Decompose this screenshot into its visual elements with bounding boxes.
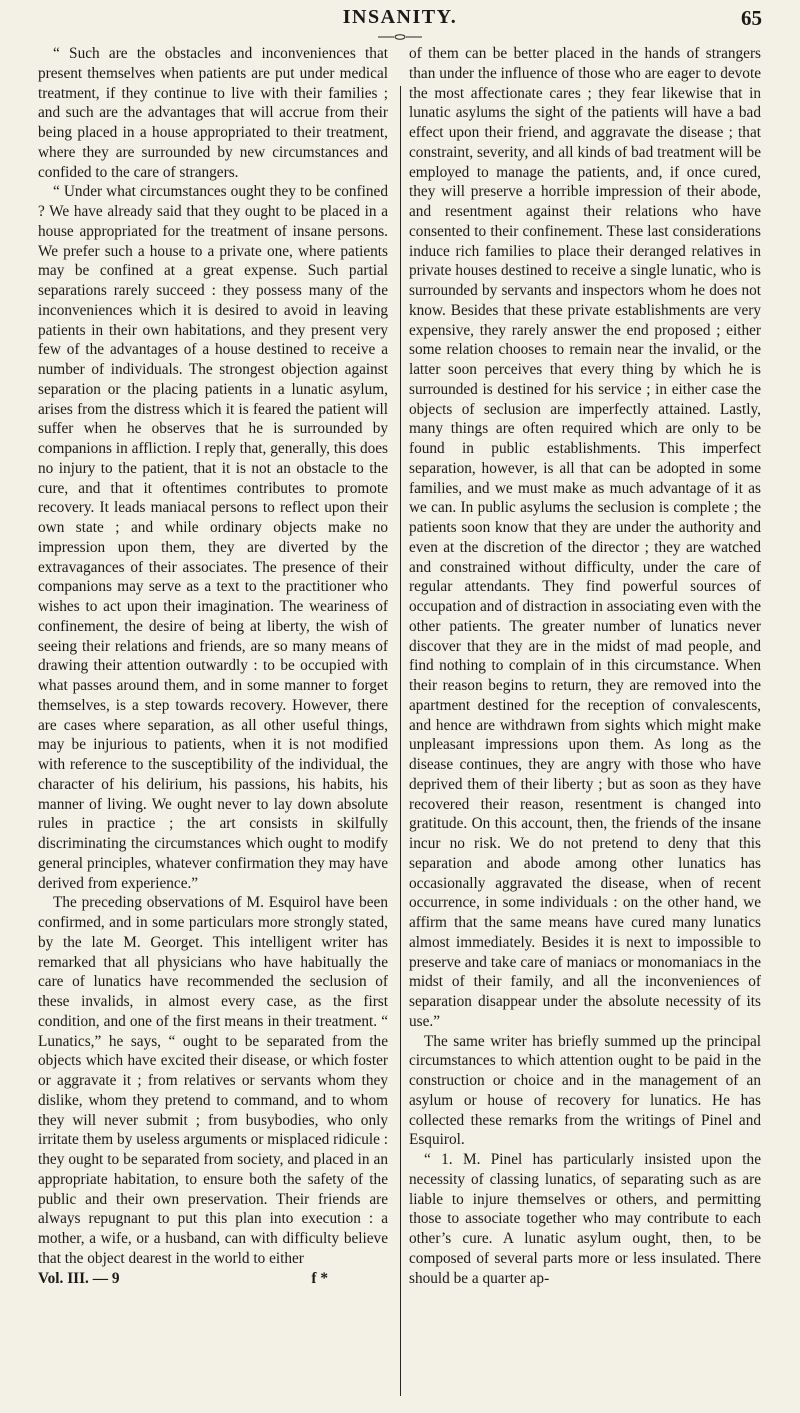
right-column xyxy=(409,44,761,1288)
running-title: INSANITY. xyxy=(342,6,458,28)
paragraph: of them can be better placed in the hands of strangers than under the influence of those who are eager to devote the most affectionate cares ; they fear likewise that in lunatic asylums the sight of the patients will have a bad effect upon their friend, and aggravate the disease ; that constraint, severity, and all kinds of bad treatment will be employed to manage the patients, and, if once cured, they will preserve a horrible impression of their abode, and resentment against their relations who have consented to their confinement. These last considerations induce rich families to place their deranged relatives in private houses destined to receive a single lunatic, who is surrounded by servants and inspectors whom he does not know. Besides that these private establishments are very expensive, they rarely answer the end proposed ; either some relation chooses to remain near the invalid, or the latter soon perceives that every thing by which he is surrounded is destined for his service ; in either case the objects of seclusion are imperfectly attained. Lastly, many things are often required which are only to be found in public establishments. This imperfect separation, however, is all that can be adopted in some families, and we must make as much advantage of it as we can. In public asylums the seclusion is complete ; the patients soon know that they are under the authority and even at the discretion of the director ; they are watched and constrained without difficulty, under the care of regular attendants. They find powerful sources of occupation and of distraction in associating even with the other patients. The greater number of lunatics never discover that they are in the midst of mad people, and find nothing to complain of in this circumstance. When their reason begins to return, they are removed into the apartment destined for the reception of convalescents, and hence are withdrawn from sights which might make unpleasant impressions upon them. As long as the disease continues, they are angry with those who have deprived them of their liberty ; but as soon as they have recovered their reason, resentment is changed into gratitude. On this account, then, the friends of the insane incur no risk. We do not pretend to deny that this separation and abode among other lunatics has occasionally aggravated the disease, when of recent occurrence, in some individuals : on the other hand, we affirm that the same means have cured many lunatics almost immediately. Besides it is next to impossible to preserve and take care of maniacs or monomaniacs in the midst of their family, and all the inconveniences of separation disappear under the absolute necessity of its use.” xyxy=(409,45,761,1030)
paragraph: “ Such are the obstacles and inconveniences that present themselves when patients are put under medical treatment, if they continue to live with their families ; and such are the advantages that will accrue from their being placed in a house appropriated to their treatment, where they are surrounded by new circumstances and confided to the care of strangers. xyxy=(38,45,388,181)
paragraph: The preceding observations of M. Esquirol have been confirmed, and in some particulars more strongly stated, by the late M. Georget. This intelligent writer has remarked that all physicians who have habitually the care of lunatics have recommended the seclusion of these invalids, in almost every case, as the first condition, and one of the first means in their treatment. “ Lunatics,” he says, “ ought to be separated from the objects which have excited their disease, or which foster or aggravate it ; from relatives or servants whom they dislike, whom they pretend to command, and to whom they will never submit ; from busybodies, who only irritate them by useless arguments or misplaced ridicule : they ought to be separated from society, and placed in an appropriate habitation, to ensure both the safety of the public and their own preservation. Their friends are always repugnant to put this plan into execution : a mother, a wife, or a husband, can with difficulty believe that the object dearest in the world to either xyxy=(38,894,388,1267)
paragraph: “ 1. M. Pinel has particularly insisted upon the necessity of classing lunatics, of separating such as are liable to injure themselves or others, and permitting those to associate together who may contribute to each other’s cure. A lunatic asylum ought, then, to be composed of several parts more or less insulated. There should be a quarter ap- xyxy=(409,1151,761,1287)
left-column xyxy=(38,44,388,1288)
column-divider xyxy=(400,86,401,1396)
paragraph: The same writer has briefly summed up the principal circumstances to which attention ought to be paid in the construction or choice and in the management of an asylum or house of recovery for lunatics. He has collected these remarks from the writings of Pinel and Esquirol. xyxy=(409,1032,761,1149)
ornament-icon xyxy=(370,34,430,40)
signature-line xyxy=(38,1269,388,1289)
page-number: 65 xyxy=(741,6,762,30)
volume-signature: Vol. III. — 9 xyxy=(38,1269,120,1287)
printer-signature: f * xyxy=(311,1269,328,1287)
paragraph: “ Under what circumstances ought they to be confined ? We have already said that they ought to be placed in a house appropriated for the treatment of insane persons. We prefer such a house to a private one, where patients may be confined at a great expense. Such partial separations rarely succeed : they possess many of the inconveniences which it is desired to avoid in leaving patients in their own habitations, and they present very few of the advantages of a house destined to receive a number of individuals. The strongest objection against separation or the placing patients in a lunatic asylum, arises from the distress which it is feared the patient will suffer when he observes that he is surrounded by companions in affliction. I reply that, generally, this does no injury to the patient, that it is not an obstacle to the cure, and that it oftentimes contributes to promote recovery. It leads maniacal persons to reflect upon their own state ; and while ordinary objects make no impression upon them, they are diverted by the extravagances of their associates. The presence of their companions may serve as a text to the practitioner who wishes to act upon their imagination. The weariness of confinement, the desire of being at liberty, the wish of seeing their relations and friends, are so many means of drawing their attention outwardly : to be occupied with what passes around them, and in some manner to forget themselves, is a step towards recovery. However, there are cases where separation, as all other useful things, may be injurious to patients, when it is not modified with reference to the susceptibility of the individual, the character of his delirium, his passions, his habits, his manner of living. We ought never to lay down absolute rules in practice ; the art consists in skilfully discriminating the circumstances which ought to modify general principles, whatever confirmation they may have derived from experience.” xyxy=(38,183,388,892)
page-header xyxy=(0,4,800,36)
